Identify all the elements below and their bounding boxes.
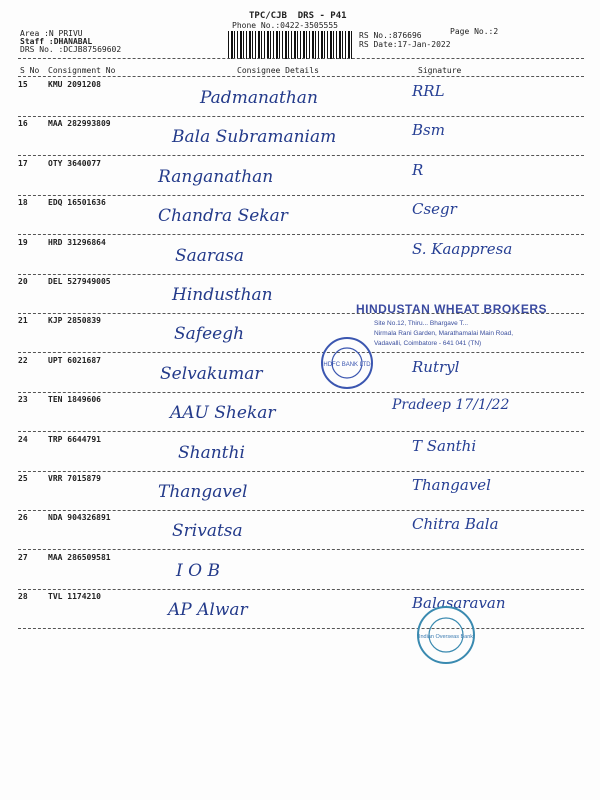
row-signature: Pradeep 17/1/22 — [392, 397, 510, 414]
stamp-address-1: Site No.12, Thiru... Bhargave T... — [374, 320, 469, 327]
phone-number: Phone No.:0422-3505555 — [232, 21, 338, 30]
stamp-address-3: Vadavalli, Coimbatore - 641 041 (TN) — [374, 340, 482, 347]
rs-number: RS No.:876696 — [359, 31, 422, 40]
row-serial-number: 27 — [18, 552, 28, 562]
row-signature: T Santhi — [412, 436, 477, 455]
sheet-title: TPC/CJB DRS - P41 — [249, 11, 347, 21]
col-signature: Signature — [418, 66, 462, 75]
row-consignment-number: OTY 3640077 — [48, 158, 101, 168]
row-signature: Balasaravan — [412, 594, 506, 613]
row-divider — [18, 510, 584, 511]
svg-text:HDFC BANK LTD: HDFC BANK LTD — [323, 362, 371, 368]
row-divider — [18, 274, 584, 275]
row-consignee-handwriting: Ranganathan — [158, 166, 274, 187]
barcode — [228, 31, 352, 59]
col-consignment: Consignment No — [48, 66, 116, 75]
row-divider — [18, 155, 584, 156]
row-signature: Thangavel — [412, 476, 491, 494]
row-consignment-number: NDA 904326891 — [48, 513, 111, 523]
row-consignee-handwriting: AP Alwar — [168, 600, 248, 621]
row-consignment-number: EDQ 16501636 — [48, 198, 106, 208]
rs-date: RS Date:17-Jan-2022 — [359, 40, 451, 49]
row-serial-number: 22 — [18, 355, 28, 365]
row-divider — [18, 234, 584, 235]
page-number: Page No.:2 — [450, 27, 499, 36]
row-consignee-handwriting: AAU Shekar — [170, 403, 276, 424]
drs-number: DRS No. :DCJB87569602 — [20, 45, 122, 54]
stamp-company-name: HINDUSTAN WHEAT BROKERS — [356, 302, 548, 316]
row-consignee-handwriting: Chandra Sekar — [158, 206, 288, 227]
row-consignee-handwriting: Shanthi — [178, 442, 245, 463]
row-consignment-number: KJP 2850839 — [48, 316, 101, 326]
row-serial-number: 21 — [18, 316, 28, 326]
row-consignment-number: TRP 6644791 — [48, 434, 101, 444]
row-consignee-handwriting: Saarasa — [175, 245, 245, 266]
row-divider — [18, 549, 584, 550]
row-serial-number: 28 — [18, 592, 28, 602]
row-consignee-handwriting: Srivatsa — [172, 521, 243, 542]
hindustan-wheat-brokers-stamp — [354, 300, 574, 360]
row-consignment-number: DEL 527949005 — [48, 277, 111, 286]
row-consignee-handwriting: I O B — [176, 560, 220, 581]
row-serial-number: 25 — [18, 474, 28, 483]
row-signature: Bsm — [412, 121, 445, 140]
row-serial-number: 20 — [18, 277, 28, 286]
row-serial-number: 19 — [18, 237, 28, 247]
row-consignment-number: TEN 1849606 — [48, 395, 101, 405]
row-signature: RRL — [412, 82, 445, 100]
stamp-address-2: Nirmala Rani Garden, Marathamalai Main Road, — [374, 330, 514, 337]
row-divider — [18, 116, 584, 117]
row-consignee-handwriting: Selvakumar — [160, 363, 263, 384]
row-serial-number: 23 — [18, 395, 28, 405]
hdfc-seal-icon — [320, 336, 374, 390]
hdfc-bank-seal — [320, 336, 374, 390]
row-serial-number: 15 — [18, 80, 28, 89]
row-consignment-number: TVL 1174210 — [48, 592, 101, 602]
svg-text:Indian Overseas Bank: Indian Overseas Bank — [418, 634, 474, 640]
row-consignee-handwriting: Bala Subramaniam — [172, 127, 337, 148]
row-signature: Csegr — [412, 200, 457, 219]
column-divider — [18, 76, 584, 77]
row-serial-number: 16 — [18, 119, 28, 129]
area-label: Area :N PRIVU — [20, 29, 83, 38]
row-divider — [18, 471, 584, 472]
row-consignment-number: VRR 7015879 — [48, 474, 101, 483]
row-divider — [18, 628, 584, 629]
row-consignee-handwriting: Padmanathan — [200, 88, 318, 108]
row-consignee-handwriting: Safeegh — [174, 324, 245, 345]
row-signature: Rutryl — [412, 357, 460, 376]
row-serial-number: 26 — [18, 513, 28, 523]
col-consignee: Consignee Details — [237, 66, 319, 75]
staff-label: Staff :DHANABAL — [20, 37, 93, 46]
row-divider — [18, 392, 584, 393]
row-consignment-number: UPT 6021687 — [48, 355, 101, 365]
row-signature: S. Kaappresa — [412, 239, 513, 258]
row-consignment-number: MAA 286509581 — [48, 552, 111, 562]
row-consignment-number: HRD 31296864 — [48, 237, 106, 247]
iob-seal-icon — [416, 604, 476, 666]
row-serial-number: 17 — [18, 158, 28, 168]
header-divider — [18, 58, 584, 59]
iob-seal — [416, 604, 476, 666]
row-consignment-number: KMU 2091208 — [48, 80, 101, 89]
row-consignee-handwriting: Thangavel — [158, 482, 248, 502]
row-divider — [18, 195, 584, 196]
row-consignment-number: MAA 282993809 — [48, 119, 111, 129]
row-divider — [18, 589, 584, 590]
row-signature: Chitra Bala — [412, 515, 499, 534]
row-divider — [18, 431, 584, 432]
row-signature: R — [412, 160, 424, 179]
row-serial-number: 18 — [18, 198, 28, 208]
row-serial-number: 24 — [18, 434, 28, 444]
col-sno: S No — [20, 66, 40, 75]
row-consignee-handwriting: Hindusthan — [172, 285, 273, 305]
